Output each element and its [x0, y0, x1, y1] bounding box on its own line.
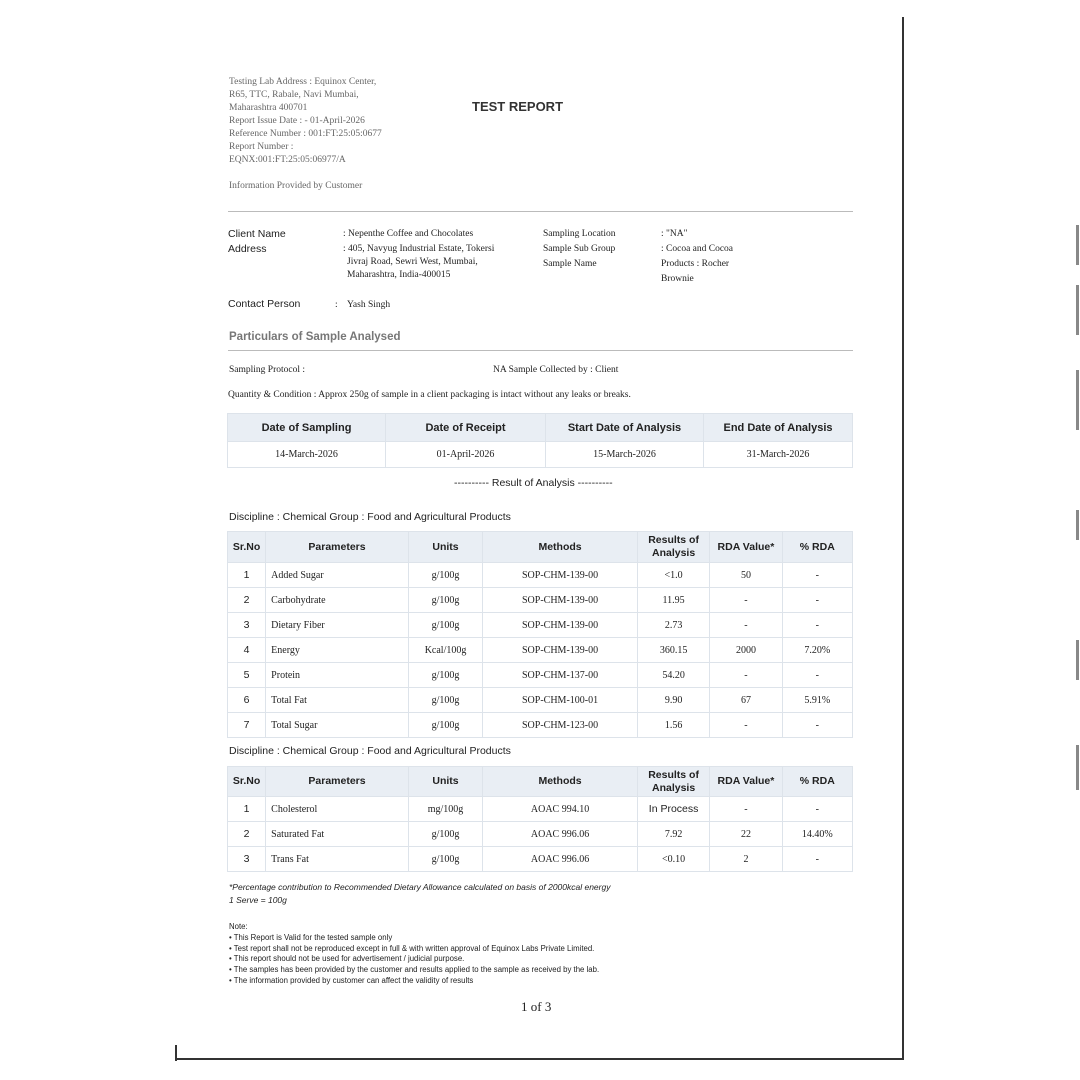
table-cell: 14.40%	[782, 822, 852, 847]
header-cell: Results of Analysis	[637, 767, 709, 797]
table-cell: SOP-CHM-137-00	[483, 663, 638, 688]
discipline-label: Discipline : Chemical Group : Food and Agricultural Products	[229, 511, 511, 523]
table-cell: Energy	[266, 638, 409, 663]
table-row	[228, 588, 853, 613]
table-cell: Added Sugar	[266, 563, 409, 588]
sample-labels	[543, 228, 616, 273]
table-cell: -	[782, 797, 852, 822]
table-cell: AOAC 996.06	[483, 847, 638, 872]
footnote-line: *Percentage contribution to Recommended Dietary Allowance calculated on basis of 2000kcal energy	[229, 882, 611, 892]
table-cell: SOP-CHM-123-00	[483, 713, 638, 738]
table-cell: -	[782, 713, 852, 738]
table-cell: 7.20%	[782, 638, 852, 663]
note-item: • This report should not be used for advertisement / judicial purpose.	[229, 954, 465, 964]
page-corner-mark	[175, 1045, 177, 1061]
results-header-row	[228, 767, 853, 797]
date-cell: 01-April-2026	[386, 442, 546, 468]
table-cell: -	[782, 563, 852, 588]
table-cell: g/100g	[408, 588, 482, 613]
lab-address-line: R65, TTC, Rabale, Navi Mumbai,	[229, 90, 359, 100]
contact-person-label: Contact Person	[228, 298, 301, 310]
table-cell: SOP-CHM-139-00	[483, 638, 638, 663]
discipline-label: Discipline : Chemical Group : Food and Agricultural Products	[229, 745, 511, 757]
table-cell: 7.92	[637, 822, 709, 847]
footnote-line: 1 Serve = 100g	[229, 895, 287, 905]
header-cell: RDA Value*	[710, 532, 782, 563]
note-item: • The information provided by customer can affect the validity of results	[229, 975, 474, 985]
table-cell: g/100g	[408, 847, 482, 872]
table-row	[228, 713, 853, 738]
table-cell: 3	[228, 613, 266, 638]
table-cell: 11.95	[637, 588, 709, 613]
table-cell: SOP-CHM-139-00	[483, 563, 638, 588]
table-cell: Dietary Fiber	[266, 613, 409, 638]
note-item: • The samples has been provided by the customer and results applied to the sample as received by the lab.	[229, 965, 600, 975]
table-cell: Protein	[266, 663, 409, 688]
table-cell: 1	[228, 797, 266, 822]
notes-title: Note:	[229, 922, 248, 931]
note-item: • Test report shall not be reproduced except in full & with written approval of Equinox Labs Private Limited.	[229, 943, 595, 953]
header-cell: Methods	[483, 767, 638, 797]
results-table-1	[227, 531, 853, 738]
address-label: Address	[228, 243, 267, 255]
sample-subgroup-label: Sample Sub Group	[543, 244, 616, 254]
table-cell: AOAC 994.10	[483, 797, 638, 822]
rda-footnote	[229, 881, 610, 907]
header-cell: Date of Sampling	[228, 414, 386, 442]
table-cell: -	[782, 613, 852, 638]
sample-collected-by: NA Sample Collected by : Client	[493, 365, 619, 375]
table-cell: 4	[228, 638, 266, 663]
table-cell: 22	[710, 822, 782, 847]
table-row	[228, 797, 853, 822]
dates-table	[227, 413, 853, 468]
contact-separator: :	[335, 300, 338, 310]
reference-number: Reference Number : 001:FT:25:05:0677	[229, 129, 382, 139]
table-cell: Carbohydrate	[266, 588, 409, 613]
report-page	[175, 17, 904, 1060]
table-cell: 1.56	[637, 713, 709, 738]
table-cell: 360.15	[637, 638, 709, 663]
table-cell: -	[782, 847, 852, 872]
table-row	[228, 613, 853, 638]
table-cell: 67	[710, 688, 782, 713]
notes-block	[229, 922, 599, 987]
header-cell: End Date of Analysis	[704, 414, 853, 442]
table-cell: g/100g	[408, 663, 482, 688]
header-cell: Sr.No	[228, 532, 266, 563]
header-cell: Units	[408, 532, 482, 563]
particulars-heading: Particulars of Sample Analysed	[229, 331, 401, 343]
table-cell: -	[782, 663, 852, 688]
address-line: Maharashtra, India-400015	[347, 270, 451, 280]
table-cell: Kcal/100g	[408, 638, 482, 663]
table-cell: -	[710, 588, 782, 613]
lab-address-line: Maharashtra 400701	[229, 103, 308, 113]
table-cell: mg/100g	[408, 797, 482, 822]
table-cell: 2000	[710, 638, 782, 663]
sample-name-label: Sample Name	[543, 259, 597, 269]
date-cell: 31-March-2026	[704, 442, 853, 468]
client-name: : Nepenthe Coffee and Chocolates	[343, 229, 474, 239]
table-row	[228, 638, 853, 663]
sampling-location: : "NA"	[661, 229, 688, 239]
results-header-row	[228, 532, 853, 563]
table-cell: In Process	[637, 797, 709, 822]
header-cell: Units	[408, 767, 482, 797]
result-of-analysis-heading: ---------- Result of Analysis ----------	[454, 477, 613, 489]
table-cell: 3	[228, 847, 266, 872]
table-cell: SOP-CHM-100-01	[483, 688, 638, 713]
table-cell: <1.0	[637, 563, 709, 588]
info-provided-heading: Information Provided by Customer	[229, 181, 363, 191]
table-cell: 2.73	[637, 613, 709, 638]
client-address	[343, 243, 494, 282]
sampling-protocol: Sampling Protocol :	[229, 365, 305, 375]
table-cell: 1	[228, 563, 266, 588]
table-cell: -	[710, 713, 782, 738]
table-cell: Trans Fat	[266, 847, 409, 872]
header-cell: Results of Analysis	[637, 532, 709, 563]
header-cell: RDA Value*	[710, 767, 782, 797]
table-cell: SOP-CHM-139-00	[483, 613, 638, 638]
table-cell: 50	[710, 563, 782, 588]
table-row	[228, 563, 853, 588]
header-cell: Sr.No	[228, 767, 266, 797]
table-row	[228, 663, 853, 688]
report-issue-date: Report Issue Date : - 01-April-2026	[229, 116, 365, 126]
lab-info-block	[229, 76, 429, 167]
table-row	[228, 822, 853, 847]
table-cell: Cholesterol	[266, 797, 409, 822]
table-cell: 2	[710, 847, 782, 872]
sample-values	[661, 228, 733, 288]
table-cell: -	[782, 588, 852, 613]
table-cell: -	[710, 663, 782, 688]
table-cell: Saturated Fat	[266, 822, 409, 847]
client-name-label: Client Name	[228, 228, 286, 240]
table-cell: SOP-CHM-139-00	[483, 588, 638, 613]
date-cell: 15-March-2026	[546, 442, 704, 468]
sampling-location-label: Sampling Location	[543, 229, 616, 239]
header-cell: Date of Receipt	[386, 414, 546, 442]
dates-value-row	[228, 442, 853, 468]
sample-name-line: Brownie	[661, 274, 694, 284]
table-cell: 2	[228, 588, 266, 613]
table-cell: Total Fat	[266, 688, 409, 713]
report-number-label: Report Number :	[229, 142, 294, 152]
table-cell: Total Sugar	[266, 713, 409, 738]
date-cell: 14-March-2026	[228, 442, 386, 468]
table-cell: g/100g	[408, 688, 482, 713]
adjacent-page-edge	[1076, 220, 1080, 820]
header-cell: Parameters	[266, 532, 409, 563]
table-cell: 54.20	[637, 663, 709, 688]
report-number: EQNX:001:FT:25:05:06977/A	[229, 155, 346, 165]
table-cell: g/100g	[408, 713, 482, 738]
table-cell: 2	[228, 822, 266, 847]
dates-header-row	[228, 414, 853, 442]
quantity-condition: Quantity & Condition : Approx 250g of sample in a client packaging is intact without any leaks or breaks.	[228, 390, 631, 400]
results-table-2	[227, 766, 853, 872]
sample-subgroup: : Cocoa and Cocoa	[661, 244, 734, 254]
lab-address-line: Testing Lab Address : Equinox Center,	[229, 77, 377, 87]
note-item: • This Report is Valid for the tested sample only	[229, 932, 393, 942]
table-row	[228, 847, 853, 872]
table-cell: g/100g	[408, 613, 482, 638]
table-cell: <0.10	[637, 847, 709, 872]
header-cell: Start Date of Analysis	[546, 414, 704, 442]
divider	[228, 350, 853, 351]
table-cell: -	[710, 613, 782, 638]
header-cell: % RDA	[782, 532, 852, 563]
report-title: TEST REPORT	[472, 99, 564, 114]
header-cell: Methods	[483, 532, 638, 563]
header-cell: Parameters	[266, 767, 409, 797]
table-cell: 9.90	[637, 688, 709, 713]
sample-name-line: Products : Rocher	[661, 259, 730, 269]
header-cell: % RDA	[782, 767, 852, 797]
table-cell: -	[710, 797, 782, 822]
table-cell: g/100g	[408, 822, 482, 847]
page-number: 1 of 3	[521, 999, 552, 1014]
table-cell: 7	[228, 713, 266, 738]
table-cell: 5	[228, 663, 266, 688]
table-cell: AOAC 996.06	[483, 822, 638, 847]
table-cell: g/100g	[408, 563, 482, 588]
table-row	[228, 688, 853, 713]
address-line: : 405, Navyug Industrial Estate, Tokersi	[343, 244, 495, 254]
table-cell: 6	[228, 688, 266, 713]
table-cell: 5.91%	[782, 688, 852, 713]
address-line: Jivraj Road, Sewri West, Mumbai,	[347, 257, 478, 267]
contact-person: Yash Singh	[347, 300, 391, 310]
divider	[228, 211, 853, 212]
